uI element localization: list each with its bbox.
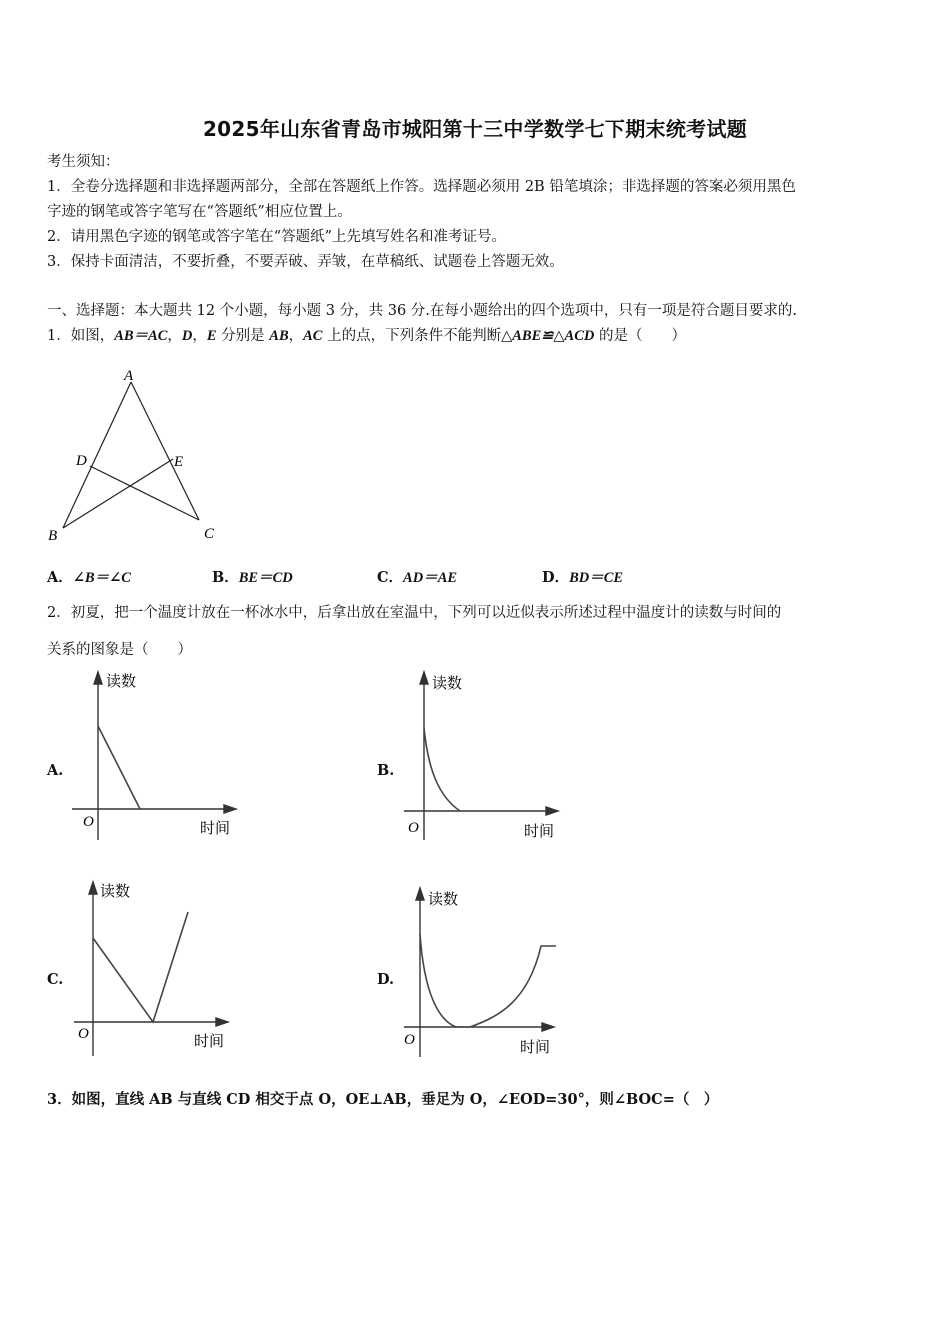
- q1-triangle-figure: [40, 360, 240, 550]
- page-title: 2025年山东省青岛市城阳第十三中学数学七下期末统考试题: [202, 117, 748, 141]
- origin-label: O: [408, 820, 419, 836]
- option-text: BE＝CD: [238, 570, 293, 586]
- q1-end: 的是（ ）: [594, 328, 686, 344]
- notice-item-1-line-2: 字迹的钢笔或答字笔写在“答题纸”相应位置上。: [47, 204, 352, 220]
- point-e-label: E: [174, 454, 184, 470]
- q1-post: 上的点，下列条件不能判断: [322, 328, 502, 344]
- graph-a: [70, 668, 250, 848]
- q2-option-a-label[interactable]: A.: [47, 762, 64, 779]
- q2-option-d-label[interactable]: D.: [377, 971, 395, 988]
- q1-ab: AB: [269, 328, 289, 344]
- graph-d: [398, 882, 578, 1062]
- notice-heading: 考生须知：: [47, 154, 120, 170]
- x-axis-arrow-icon: [216, 1018, 228, 1026]
- side-ac: [131, 382, 199, 520]
- q1-option-d[interactable]: [542, 568, 623, 588]
- question-1-stem: [47, 326, 686, 346]
- option-key: B．: [212, 569, 239, 586]
- graph-b: [398, 668, 578, 848]
- question-2-line-1: 2．初夏，把一个温度计放在一杯冰水中，后拿出放在室温中，下列可以近似表示所述过程中温度计的读数与时间的: [47, 605, 782, 621]
- graph-curve: [420, 934, 556, 1027]
- x-axis-arrow-icon: [224, 805, 236, 813]
- origin-label: O: [83, 814, 94, 830]
- q1-ab-ac: AB＝AC: [114, 328, 168, 344]
- q1-triangles: △ABE≌△ACD: [501, 328, 595, 344]
- graph-curve: [93, 912, 188, 1022]
- option-key: C．: [377, 569, 404, 586]
- q1-e: E: [206, 328, 217, 344]
- q1-option-c[interactable]: [377, 568, 457, 588]
- x-axis-label: 时间: [520, 1038, 551, 1056]
- q1-sep: ，: [192, 328, 207, 344]
- x-axis-arrow-icon: [542, 1023, 554, 1031]
- y-axis-label: 读数: [100, 882, 131, 900]
- notice-item-2: 2．请用黑色字迹的钢笔或答字笔在“答题纸”上先填写姓名和准考证号。: [47, 229, 507, 245]
- q1-option-a[interactable]: [47, 568, 131, 588]
- q1-ac: AC: [303, 328, 323, 344]
- q1-sep: ，: [288, 328, 304, 344]
- segment-dc: [90, 466, 199, 520]
- q1-pre: 如图，: [70, 328, 115, 344]
- option-text: AD＝AE: [403, 570, 458, 586]
- notice-item-3: 3．保持卡面清洁，不要折叠，不要弄破、弄皱，在草稿纸、试题卷上答题无效。: [47, 254, 564, 270]
- q1-d: D: [181, 328, 193, 344]
- option-text: BD＝CE: [569, 570, 624, 586]
- y-axis-arrow-icon: [89, 882, 97, 894]
- question-2-line-2: 关系的图象是（ ）: [47, 642, 192, 658]
- notice-item-1-line-1: 1．全卷分选择题和非选择题两部分，全部在答题纸上作答。选择题必须用 2B 铅笔填涂；非选择题的答案必须用黑色: [47, 179, 796, 195]
- graph-curve: [424, 728, 460, 811]
- section-heading: 一、选择题：本大题共 12 个小题，每小题 3 分，共 36 分.在每小题给出的四个选项中，只有一项是符合题目要求的.: [47, 303, 797, 319]
- y-axis-arrow-icon: [420, 672, 428, 684]
- y-axis-arrow-icon: [416, 888, 424, 900]
- origin-label: O: [78, 1026, 89, 1042]
- y-axis-arrow-icon: [94, 672, 102, 684]
- q1-option-b[interactable]: [212, 568, 293, 588]
- x-axis-label: 时间: [200, 819, 231, 837]
- point-d-label: D: [76, 453, 87, 469]
- q1-sep: ，: [167, 328, 182, 344]
- y-axis-label: 读数: [432, 674, 463, 692]
- graph-c: [70, 876, 250, 1061]
- option-key: A．: [47, 569, 73, 586]
- origin-label: O: [404, 1032, 415, 1048]
- y-axis-label: 读数: [106, 672, 137, 690]
- q2-option-b-label[interactable]: B.: [377, 762, 395, 779]
- option-key: D．: [542, 569, 570, 586]
- point-a-label: A: [124, 368, 134, 384]
- y-axis-label: 读数: [428, 890, 459, 908]
- option-text: ∠B＝∠C: [72, 570, 131, 586]
- q1-number: 1．: [47, 328, 71, 344]
- x-axis-label: 时间: [194, 1032, 225, 1050]
- point-c-label: C: [204, 526, 215, 542]
- graph-curve: [98, 726, 140, 809]
- x-axis-label: 时间: [524, 822, 555, 840]
- point-b-label: B: [48, 528, 58, 544]
- x-axis-arrow-icon: [546, 807, 558, 815]
- q1-mid: 分别是: [216, 328, 270, 344]
- q2-option-c-label[interactable]: C.: [47, 971, 64, 988]
- question-3-stem: 3．如图，直线 AB 与直线 CD 相交于点 O，OE⊥AB，垂足为 O，∠EOD=30°，则∠BOC=（ ）: [47, 1091, 719, 1108]
